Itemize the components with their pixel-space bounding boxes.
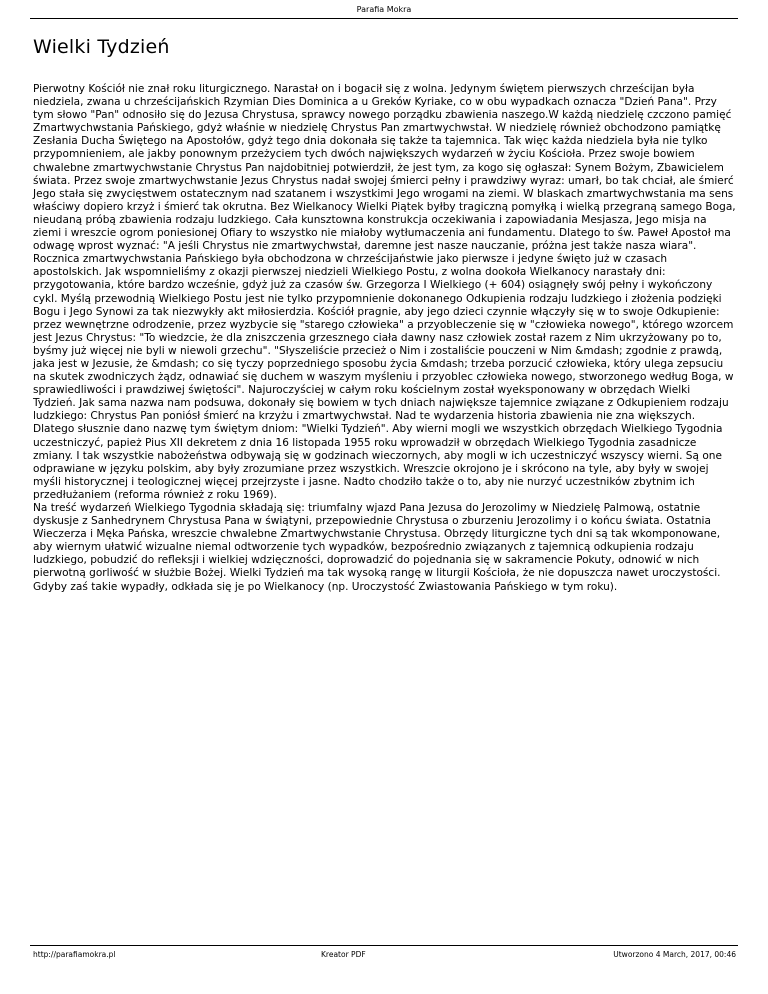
header-divider bbox=[30, 18, 738, 19]
article-body bbox=[33, 83, 736, 594]
page-title: Wielki Tydzień bbox=[33, 36, 170, 58]
footer-created-date: Utworzono 4 March, 2017, 00:46 bbox=[613, 950, 736, 959]
article-paragraph-3: Na treść wydarzeń Wielkiego Tygodnia składają się: triumfalny wjazd Pana Jezusa do Jerozolimy w Niedzielę Palmową, ostatnie dyskusje z Sanhedrynem Chrystusa Pana w świątyni, przepowiednie Chrystusa o zburzeniu Jerozolimy i o końcu świata. Ostatnia Wieczerza i Męka Pańska, wreszcie chwalebne Zmartwychwstanie Chrystusa. Obrzędy liturgiczne tych dni są tak wkomponowane, aby wiernym ułatwić wizualne niemal odtworzenie tych wypadków, bezpośrednio związanych z tajemnicą odkupienia rodzaju ludzkiego, pobudzić do refleksji i wielkiej wdzięczności, doprowadzić do pojednania się w sakramencie Pokuty, odnowić w nich pierwotną gorliwość w służbie Bożej. Wielki Tydzień ma tak wysoką rangę w liturgii Kościoła, że nie dopuszcza nawet uroczystości. Gdyby zaś takie wypadły, odkłada się je po Wielkanocy (np. Uroczystość Zwiastowania Pańskiego w tym roku). bbox=[33, 502, 721, 593]
site-name-header: Parafia Mokra bbox=[356, 5, 412, 14]
article-paragraph-2: Rocznica zmartwychwstania Pańskiego była obchodzona w chrześcijaństwie jako pierwsze i jedyne święto już w czasach apostolskich. Jak wspomnieliśmy z okazji pierwszej niedzieli Wielkiego Postu, z wolna dookoła Wielkanocy narastały dni: przygotowania, które bardzo wcześnie, gdyż już za czasów św. Grzegorza I Wielkiego (+ 604) osiągnęły swój pełny i wykończony cykl. Myślą przewodnią Wielkiego Postu jest nie tylko przypomnienie dokonanego Odkupienia rodzaju ludzkiego i złożenia podzięki Bogu i Jego Synowi za tak niezwykły akt miłosierdzia. Kościół pragnie, aby jego dzieci czynnie włączyły się w to swoje Odkupienie: przez wewnętrzne odrodzenie, przez wyzbycie się "starego człowieka" a przyobleczenie się w "człowieka nowego", którego wzorcem jest Jezus Chrystus: "To wiedzcie, że dla zniszczenia grzesznego ciała dawny nasz człowiek został razem z Nim ukrzyżowany po to, byśmy już więcej nie byli w niewoli grzechu". "Słyszeliście przecież o Nim i zostaliście pouczeni w Nim &mdash; zgodnie z prawdą, jaka jest w Jezusie, że &mdash; co się tyczy poprzedniego sposobu życia &mdash; trzeba porzucić człowieka, który ulega zepsuciu na skutek zwodniczych żądz, odnawiać się duchem w waszym myśleniu i przyoblec człowieka nowego, stworzonego według Boga, w sprawiedliwości i prawdziwej świętości". Najuroczyściej w całym roku kościelnym został wyeksponowany w obrzędach Wielki Tydzień. Jak sama nazwa nam podsuwa, dokonały się bowiem w tych dniach największe tajemnice związane z Odkupieniem rodzaju ludzkiego: Chrystus Pan poniósł śmierć na krzyżu i zmartwychwstał. Nad te wydarzenia historia zbawienia nie zna większych. Dlatego słusznie dano nazwę tym świętym dniom: "Wielki Tydzień". Aby wierni mogli we wszystkich obrzędach Wielkiego Tygodnia uczestniczyć, papież Pius XII dekretem z dnia 16 listopada 1955 roku wprowadził w obrzędach Wielkiego Tygodnia zasadnicze zmiany. I tak wszystkie nabożeństwa odbywają się w godzinach wieczornych, aby mogli w ich uczestniczyć wszyscy wierni. Są one odprawiane w języku polskim, aby były zrozumiane przez wszystkich. Wreszcie okrojono je i skrócono na tyle, aby były w swojej myśli historycznej i teologicznej więcej przejrzyste i jasne. Nadto chodziło także o to, aby nie nurzyć uczestników zbytnim ich przedłużaniem (reforma również z roku 1969). bbox=[33, 253, 734, 501]
article-paragraph-1: Pierwotny Kościół nie znał roku liturgicznego. Narastał on i bogacił się z wolna. Jedynym świętem pierwszych chrześcijan była niedziela, zwana u chrześcijańskich Rzymian Dies Dominica a u Greków Kyriake, co w obu wypadkach oznacza "Dzień Pana". Przy tym słowo "Pan" odnosiło się do Jezusa Chrystusa, sprawcy nowego porządku zbawienia naszego.W każdą niedzielę czczono pamięć Zmartwychwstania Pańskiego, gdyż właśnie w niedzielę Chrystus Pan zmartwychwstał. W niedzielę również obchodzono pamiątkę Zesłania Ducha Świętego na Apostołów, gdyż tego dnia dokonała się także ta tajemnica. Tak więc każda niedziela była nie tylko przypomnieniem, ale jakby ponownym przeżyciem tych dwóch największych wydarzeń w życiu Kościoła. Przez swoje bowiem chwalebne zmartwychwstanie Chrystus Pan najdobitniej potwierdził, że jest tym, za kogo się ogłaszał: Synem Bożym, Zbawicielem świata. Przez swoje zmartwychwstanie Jezus Chrystus nadał swojej śmierci pełny i prawdziwy wyraz: umarł, bo tak chciał, ale śmierć Jego stała się zwycięstwem ostatecznym nad szatanem i wszystkimi Jego wrogami na ziemi. W blaskach zmartwychwstania ma sens właściwy dopiero krzyż i śmierć tak okrutna. Bez Wielkanocy Wielki Piątek byłby tragiczną pomyłką i wielką przegraną samego Boga, nieudaną próbą zbawienia rodzaju ludzkiego. Cała kunsztowna konstrukcja oczekiwania i zapowiadania Mesjasza, Jego misja na ziemi i wreszcie ogrom poniesionej Ofiary to wszystko nie miałoby wytłumaczenia ani fundamentu. Dlatego to św. Paweł Apostoł ma odwagę wprost wyznać: "A jeśli Chrystus nie zmartwychwstał, daremne jest nasze nauczanie, próżna jest także nasza wiara". bbox=[33, 83, 736, 253]
footer-url-link[interactable]: http://parafiamokra.pl bbox=[33, 950, 116, 959]
footer-divider bbox=[30, 945, 738, 946]
footer-generator: Kreator PDF bbox=[321, 950, 366, 959]
